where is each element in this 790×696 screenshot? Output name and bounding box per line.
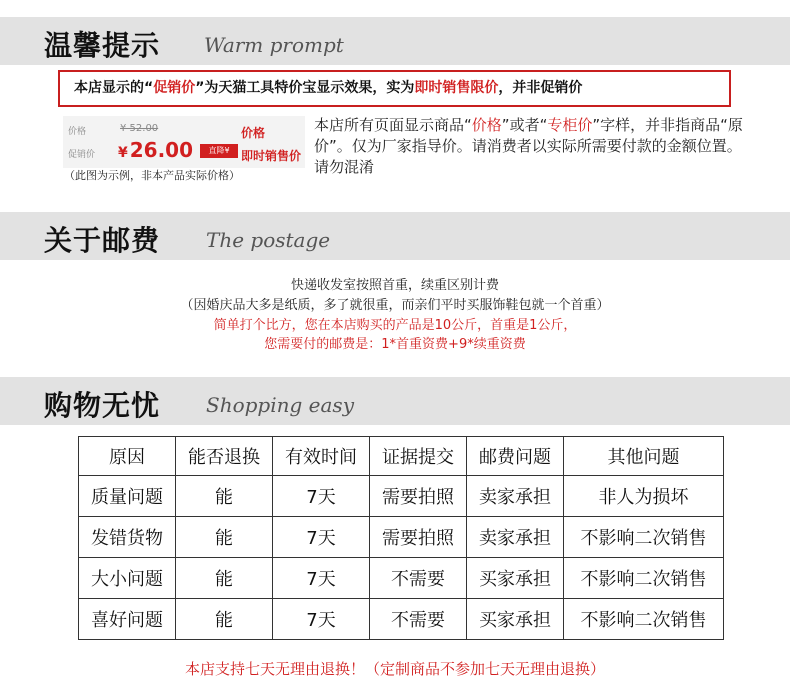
section-banner-postage (0, 212, 790, 260)
instant-price-annotation: 即时销售价 (241, 149, 302, 163)
table-cell: 买家承担 (467, 599, 564, 640)
table-cell: 能 (176, 599, 273, 640)
table-cell: 不需要 (370, 558, 467, 599)
table-cell: 不影响二次销售 (564, 517, 724, 558)
table-cell: 能 (176, 517, 273, 558)
header-evidence: 证据提交 (370, 437, 467, 476)
table-cell: 非人为损坏 (564, 476, 724, 517)
sale-price (118, 138, 193, 162)
return-policy-table (78, 436, 724, 640)
table-cell: 卖家承担 (467, 517, 564, 558)
section-subtitle: Warm prompt (204, 33, 344, 57)
table-row (79, 517, 724, 558)
header-other: 其他问题 (564, 437, 724, 476)
header-reason: 原因 (79, 437, 176, 476)
notice-text: 本店显示的“ (74, 80, 154, 96)
section-title: 关于邮费 (44, 224, 161, 257)
table-cell: 7天 (273, 599, 370, 640)
header-valid-period: 有效时间 (273, 437, 370, 476)
postage-example-line: 简单打个比方，您在本店购买的产品是10公斤，首重是1公斤， (213, 318, 577, 333)
table-cell: 7天 (273, 558, 370, 599)
price-sample-caption: （此图为示例，非本产品实际价格） (64, 169, 240, 182)
currency-symbol: ¥ (118, 145, 128, 161)
table-cell: 不需要 (370, 599, 467, 640)
promo-notice-box (58, 70, 731, 107)
table-cell: 买家承担 (467, 558, 564, 599)
table-cell: 7天 (273, 476, 370, 517)
desc-text: ”字样，并非指商品“原价”。仅为厂家指导价。请消费者以实际所需要付款的金额位置。请勿混淆 (314, 116, 743, 176)
table-row (79, 599, 724, 640)
sale-price-value: 26.00 (129, 138, 194, 162)
table-cell: 喜好问题 (79, 599, 176, 640)
table-cell: 大小问题 (79, 558, 176, 599)
postage-line: 快递收发室按照首重，续重区别计费 (290, 278, 499, 293)
section-banner-tips (0, 17, 790, 65)
original-price: ¥ 52.00 (120, 123, 159, 134)
notice-highlight: 促销价 (153, 80, 196, 96)
return-guarantee-note: 本店支持七天无理由退换！（定制商品不参加七天无理由退换） (184, 660, 605, 678)
section-subtitle: The postage (206, 228, 331, 252)
notice-text: ”为天猫工具特价宝显示效果，实为 (195, 80, 415, 96)
table-cell: 能 (176, 558, 273, 599)
section-title: 购物无忧 (44, 389, 161, 422)
notice-text: ，并非促销价 (498, 80, 583, 96)
table-row (79, 558, 724, 599)
price-description (314, 115, 744, 178)
desc-text: ”或者“ (501, 116, 548, 134)
table-cell: 7天 (273, 517, 370, 558)
table-cell: 需要拍照 (370, 517, 467, 558)
desc-highlight: 专柜价 (547, 116, 593, 134)
desc-highlight: 价格 (471, 116, 502, 134)
table-header-row (79, 437, 724, 476)
section-subtitle: Shopping easy (206, 393, 354, 417)
price-annotation: 价格 (241, 126, 266, 140)
table-row (79, 476, 724, 517)
desc-text: 本店所有页面显示商品“ (314, 116, 472, 134)
section-banner-shopping (0, 377, 790, 425)
table-cell: 能 (176, 476, 273, 517)
promo-price-label: 促销价 (68, 150, 96, 160)
table-cell: 不影响二次销售 (564, 599, 724, 640)
table-cell: 不影响二次销售 (564, 558, 724, 599)
table-cell: 发错货物 (79, 517, 176, 558)
header-shipping-cost: 邮费问题 (467, 437, 564, 476)
section-title: 温馨提示 (44, 29, 161, 62)
table-cell: 卖家承担 (467, 476, 564, 517)
postage-line: （因婚庆品大多是纸质，多了就很重，而亲们平时买服饰鞋包就一个首重） (180, 298, 610, 313)
table-cell: 质量问题 (79, 476, 176, 517)
price-label: 价格 (68, 127, 87, 137)
postage-example-line: 您需要付的邮费是：1*首重资费+9*续重资费 (264, 337, 526, 352)
price-sample-image (63, 116, 305, 168)
notice-highlight: 即时销售限价 (414, 80, 499, 96)
header-returnable: 能否退换 (176, 437, 273, 476)
discount-tag: 直降¥ (200, 144, 238, 158)
table-cell: 需要拍照 (370, 476, 467, 517)
